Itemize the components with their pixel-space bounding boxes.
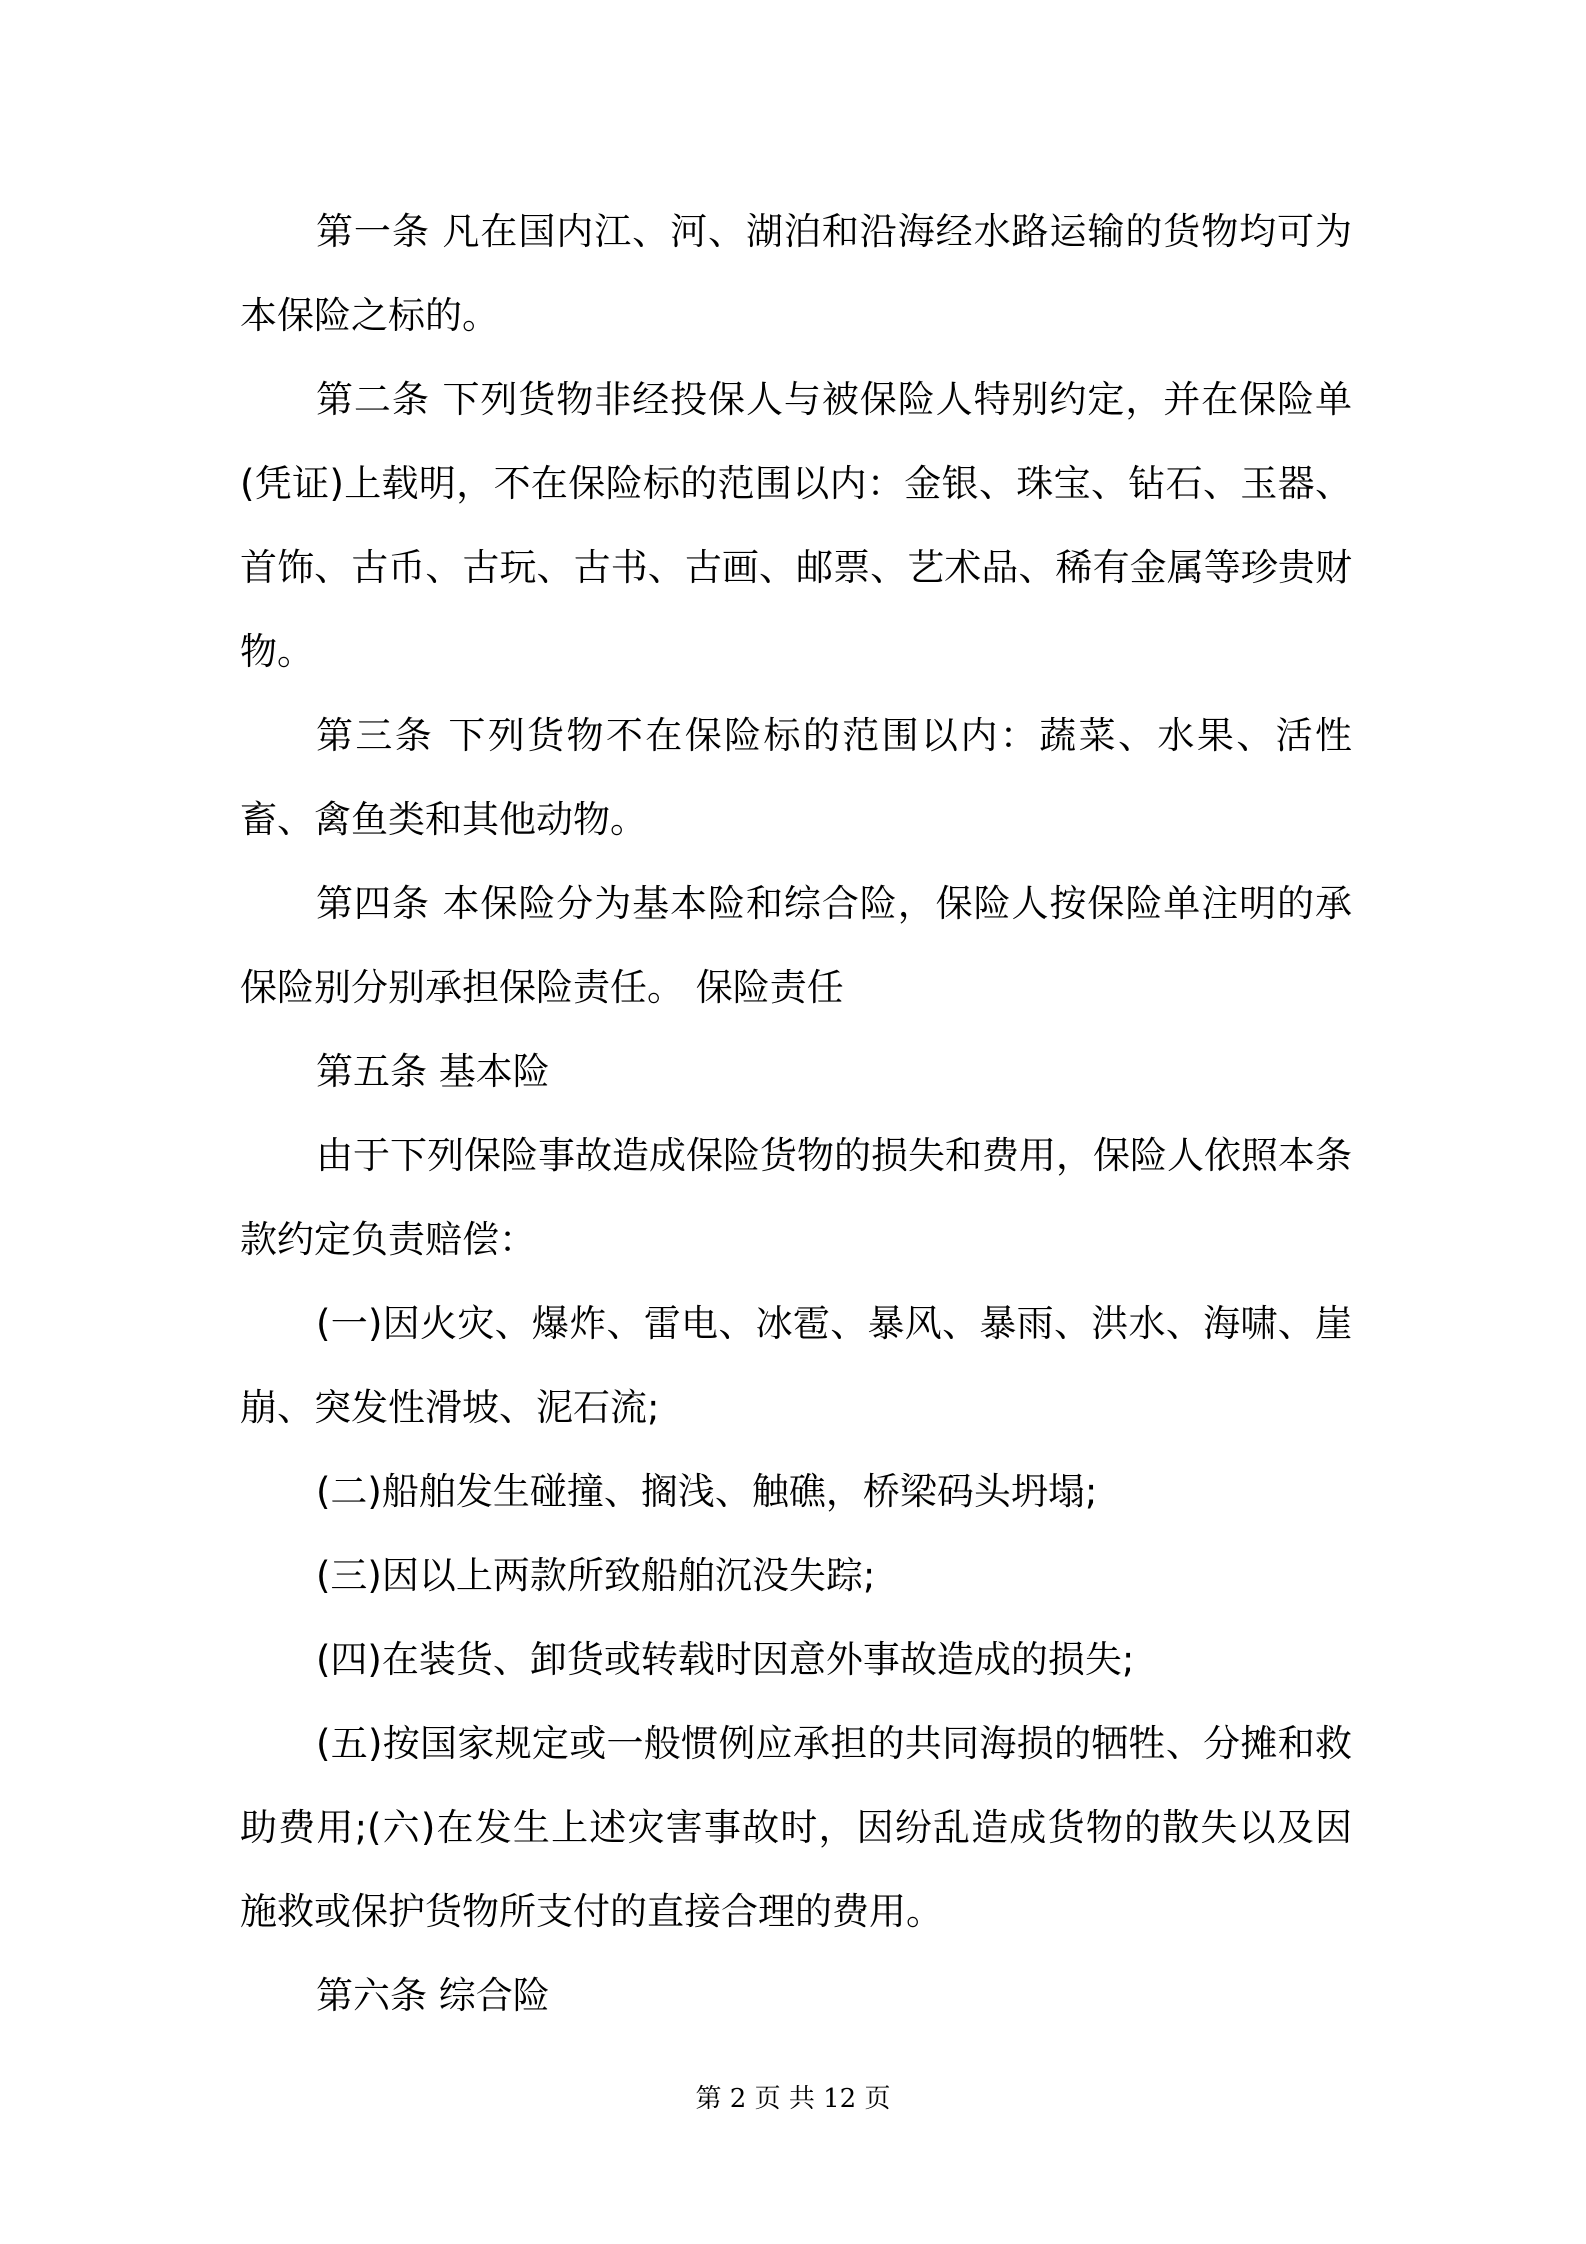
article-2-paragraph: 第二条 下列货物非经投保人与被保险人特别约定，并在保险单(凭证)上载明，不在保险标的范围以内：金银、珠宝、钻石、玉器、首饰、古币、古玩、古书、古画、邮票、艺术品、稀有金属等珍贵财物。 bbox=[240, 378, 1352, 673]
article-5-intro: 由于下列保险事故造成保险货物的损失和费用，保险人依照本条款约定负责赔偿： bbox=[240, 1134, 1352, 1261]
article-3-paragraph: 第三条 下列货物不在保险标的范围以内：蔬菜、水果、活性畜、禽鱼类和其他动物。 bbox=[240, 714, 1352, 841]
document-body bbox=[240, 190, 1352, 2038]
clause-5-6: (五)按国家规定或一般惯例应承担的共同海损的牺牲、分摊和救助费用;(六)在发生上述灾害事故时，因纷乱造成货物的散失以及因施救或保护货物所支付的直接合理的费用。 bbox=[240, 1722, 1352, 1933]
article-1-paragraph: 第一条 凡在国内江、河、湖泊和沿海经水路运输的货物均可为本保险之标的。 bbox=[240, 210, 1352, 337]
article-5-heading: 第五条 基本险 bbox=[316, 1050, 550, 1093]
article-6-heading: 第六条 综合险 bbox=[316, 1974, 550, 2017]
clause-2: (二)船舶发生碰撞、搁浅、触礁，桥梁码头坍塌; bbox=[316, 1470, 1098, 1513]
clause-3: (三)因以上两款所致船舶沉没失踪; bbox=[316, 1554, 876, 1597]
clause-1: (一)因火灾、爆炸、雷电、冰雹、暴风、暴雨、洪水、海啸、崖崩、突发性滑坡、泥石流; bbox=[240, 1302, 1352, 1429]
article-4-paragraph: 第四条 本保险分为基本险和综合险，保险人按保险单注明的承保险别分别承担保险责任。 保险责任 bbox=[240, 882, 1352, 1009]
page-number-footer: 第 2 页 共 12 页 bbox=[695, 2084, 891, 2114]
clause-4: (四)在装货、卸货或转载时因意外事故造成的损失; bbox=[316, 1638, 1135, 1681]
